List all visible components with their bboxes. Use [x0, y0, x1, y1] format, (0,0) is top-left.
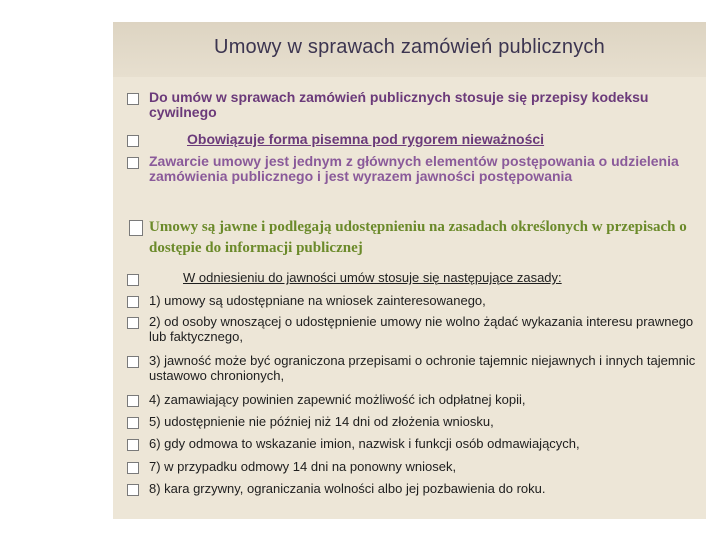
bullet-box-icon: [127, 356, 139, 368]
bullet-text: 1) umowy są udostępniane na wniosek zainteresowanego,: [149, 293, 486, 308]
bullet-text: 6) gdy odmowa to wskazanie imion, nazwisk i funkcji osób odmawiających,: [149, 436, 580, 451]
bullet-box-icon: [127, 484, 139, 496]
bullet-box-icon: [127, 93, 139, 105]
bullet-text: W odniesieniu do jawności umów stosuje się następujące zasady:: [183, 270, 562, 285]
bullet-text: Zawarcie umowy jest jednym z głównych elementów postępowania o udzielenia zamówienia publicznego i jest wyrazem jawności postępowania: [149, 153, 679, 184]
bullet-text: 4) zamawiający powinien zapewnić możliwość ich odpłatnej kopii,: [149, 392, 526, 407]
bullet-text: Umowy są jawne i podlegają udostępnieniu na zasadach określonych w przepisach o dostępie do informacji publicznej: [149, 219, 687, 256]
bullet-box-icon: [127, 135, 139, 147]
bullet-text: Do umów w sprawach zamówień publicznych stosuje się przepisy kodeksu cywilnego: [149, 89, 649, 120]
slide: [113, 22, 706, 519]
bullet-text: 7) w przypadku odmowy 14 dni na ponowny wniosek,: [149, 459, 457, 474]
bullet-box-icon: [127, 296, 139, 308]
bullet-text: 2) od osoby wnoszącej o udostępnienie umowy nie wolno żądać wykazania interesu prawnego lub faktycznego,: [149, 314, 694, 344]
bullet-text: 5) udostępnienie nie później niż 14 dni od złożenia wniosku,: [149, 414, 494, 429]
bullet-box-icon: [127, 439, 139, 451]
slide-title: Umowy w sprawach zamówień publicznych: [214, 36, 605, 58]
bullet-text: 8) kara grzywny, ograniczania wolności albo jej pozbawienia do roku.: [149, 481, 546, 496]
title-band: [113, 22, 706, 77]
bullet-box-icon: [127, 274, 139, 286]
bullet-box-icon: [127, 462, 139, 474]
bullet-box-icon: [127, 417, 139, 429]
bullet-box-icon: [129, 220, 143, 236]
bullet-box-icon: [127, 157, 139, 169]
bullet-text: Obowiązuje forma pisemna pod rygorem nieważności: [187, 131, 545, 147]
bullet-box-icon: [127, 317, 139, 329]
bullet-box-icon: [127, 395, 139, 407]
bullet-text: 3) jawność może być ograniczona przepisami o ochronie tajemnic niejawnych i innych tajemnic ustawowo chronionych,: [149, 353, 696, 383]
